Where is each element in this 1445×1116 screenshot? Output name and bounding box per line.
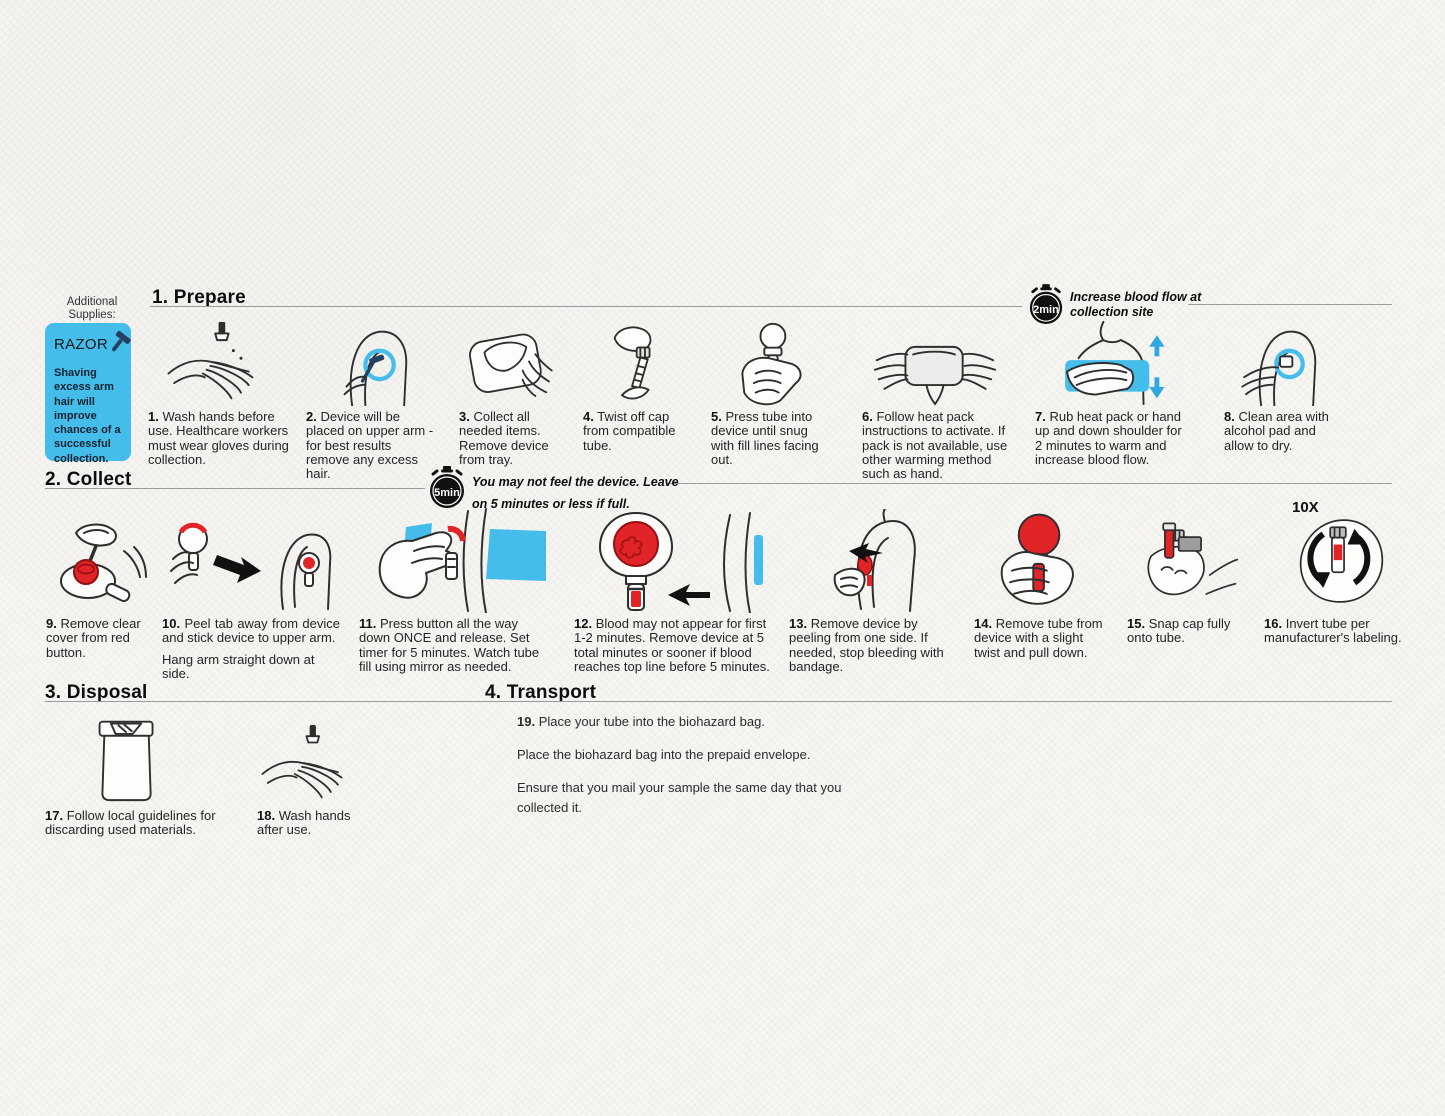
step-15-illustration [1127,503,1239,613]
step-6 [862,318,1008,481]
step-4-illustration [583,318,683,406]
step-14-illustration [974,503,1108,613]
step-17-number: 17. [45,808,64,823]
step-5-illustration [711,318,831,406]
step-18 [257,710,365,838]
clean-arm-icon [1229,320,1333,406]
transport-line-2: Place the biohazard bag into the prepaid envelope. [517,747,811,763]
step-2-text: Device will be placed on upper arm - for best results remove any excess hair. [306,409,434,482]
section-title-collect: 2. Collect [45,469,132,490]
wash-hands-icon [161,322,279,406]
step-3 [459,318,559,467]
transport-line-1 [517,712,865,732]
step-7-illustration [1035,318,1189,406]
step-12-number: 12. [574,616,593,631]
step-1-text: Wash hands before use. Healthcare workers must wear gloves during collection. [148,409,289,467]
prepare-timer-note-line1: Increase blood flow at [1070,290,1202,304]
step-16-illustration [1264,503,1412,613]
remove-tube-icon [983,509,1099,613]
section-title-transport: 4. Transport [485,682,597,703]
step-10 [162,503,340,681]
step-18-illustration [257,710,365,805]
timer-5min-label: 5min [434,487,460,499]
step-1-illustration [148,318,292,406]
step-10-text: Peel tab away from device and stick device to upper arm. [162,616,340,646]
step-11 [359,503,549,674]
step-2-illustration [306,318,438,406]
collect-timer-note-line1: You may not feel the device. Leave [472,475,679,489]
step-16 [1264,499,1412,646]
step-16-number: 16. [1264,616,1283,631]
additional-supplies-line1: Additional [66,296,118,308]
step-10-illustration [162,503,340,613]
step-5-text: Press tube into device until snug with fill lines facing out. [711,409,819,467]
step-14 [974,503,1108,660]
disposal-transport-divider [45,701,1392,702]
section-title-prepare: 1. Prepare [152,287,246,308]
step-19-text: Place your tube into the biohazard bag. [538,714,765,729]
step-12-illustration [574,503,772,613]
step-19-number: 19. [517,714,536,729]
razor-supply-card [45,323,131,465]
step-5-number: 5. [711,409,722,424]
step-18-text: Wash hands after use. [257,808,351,838]
razor-label: RAZOR [54,335,108,353]
step-13-number: 13. [789,616,808,631]
step-11-text: Press button all the way down ONCE and release. Set timer for 5 minutes. Watch tube fill using mirror as needed. [359,616,540,674]
step-6-text: Follow heat pack instructions to activate. If pack is not available, use other warming method such as hand. [862,409,1008,482]
step-13-illustration [789,503,959,613]
step-1-number: 1. [148,409,159,424]
step-15-text: Snap cap fully onto tube. [1127,616,1231,646]
section-title-disposal: 3. Disposal [45,682,148,703]
twist-cap-icon [587,322,679,406]
snap-cap-icon [1127,513,1239,613]
step-6-illustration [862,318,1008,406]
step-4 [583,318,683,453]
rub-shoulder-icon [1037,320,1187,406]
timer-2min-label: 2min [1033,304,1059,316]
step-13-text: Remove device by peeling from one side. If needed, stop bleeding with bandage. [789,616,944,674]
step-1 [148,318,292,467]
prepare-timer-note [1070,290,1201,320]
step-17-illustration [45,710,223,805]
step-18-number: 18. [257,808,276,823]
razor-note: Shaving excess arm hair will improve chances of a successful collection. [54,367,121,465]
step-4-number: 4. [583,409,594,424]
peel-tab-icon [165,513,337,613]
prepare-divider-right [1188,304,1392,305]
additional-supplies-label [44,296,140,322]
step-15 [1127,503,1239,646]
step-3-number: 3. [459,409,470,424]
step-6-number: 6. [862,409,873,424]
step-2-number: 2. [306,409,317,424]
step-8-illustration [1224,318,1338,406]
heat-pack-icon [871,324,999,406]
step-7 [1035,318,1189,467]
step-3-text: Collect all needed items. Remove device from tray. [459,409,549,467]
device-tray-icon [459,326,559,406]
razor-icon [111,331,133,357]
step-7-text: Rub heat pack or hand up and down shoulder for 2 minutes to warm and increase blood flow. [1035,409,1182,467]
additional-supplies-line2: Supplies: [68,309,116,322]
step-12-text: Blood may not appear for first 1-2 minutes. Remove device at 5 total minutes or sooner if blood reaches top line before 5 minutes. [574,616,770,674]
step-14-number: 14. [974,616,993,631]
step-9-number: 9. [46,616,57,631]
sharps-container-icon [75,713,179,805]
step-3-illustration [459,318,559,406]
collect-divider-right [666,483,1392,484]
step-17-text: Follow local guidelines for discarding used materials. [45,808,216,838]
shave-arm-icon [320,320,424,406]
prepare-divider [150,306,1022,307]
step-12 [574,503,772,674]
peel-device-off-icon [799,509,949,613]
step-8 [1224,318,1338,453]
device-fill-icon [578,509,768,613]
transport-instructions [517,712,865,832]
remove-cover-icon [48,521,148,613]
tube-into-device-icon [723,320,819,406]
step-10-text2: Hang arm straight down at side. [162,651,315,681]
step-4-text: Twist off cap from compatible tube. [583,409,676,453]
wash-hands-icon [257,725,365,805]
step-14-text: Remove tube from device with a slight twist and pull down. [974,616,1103,660]
step-11-number: 11. [359,616,377,631]
step-10-number: 10. [162,616,181,631]
step-5 [711,318,831,467]
step-8-number: 8. [1224,409,1235,424]
step-9 [46,503,150,660]
transport-line-3: Ensure that you mail your sample the same day that you collected it. [517,780,842,816]
press-button-icon [362,507,546,613]
collect-divider [45,488,425,489]
step-7-number: 7. [1035,409,1046,424]
invert-count-label: 10X [1292,499,1319,516]
step-15-number: 15. [1127,616,1146,631]
step-17 [45,710,223,838]
step-2 [306,318,438,481]
collect-timer-note-line2: on 5 minutes or less if full. [472,496,630,511]
step-8-text: Clean area with alcohol pad and allow to dry. [1224,409,1329,453]
prepare-timer-note-line2: collection site [1070,305,1154,319]
step-16-text: Invert tube per manufacturer's labeling. [1264,616,1402,646]
step-9-text: Remove clear cover from red button. [46,616,141,660]
step-13 [789,503,959,674]
step-11-illustration [359,503,549,613]
step-9-illustration [46,503,150,613]
invert-tube-icon [1273,509,1403,613]
